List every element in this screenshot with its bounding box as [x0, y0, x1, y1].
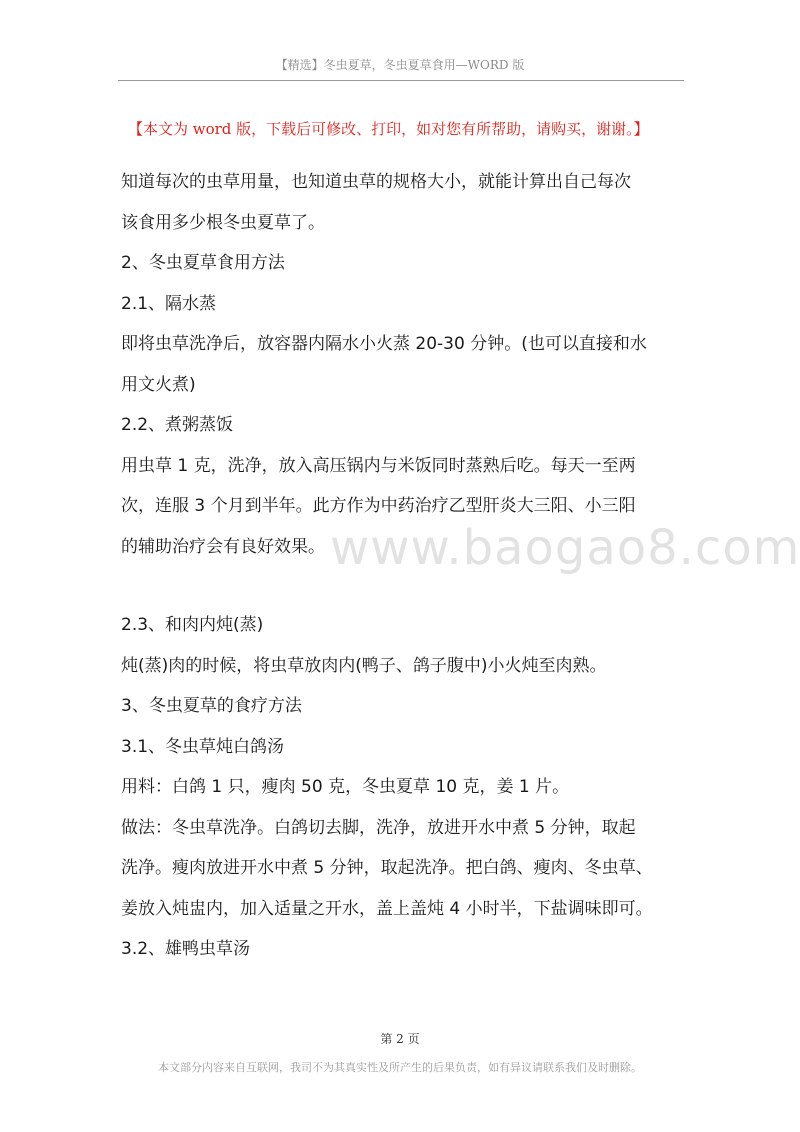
- subsection-heading: 2.2、煮粥蒸饭: [121, 415, 234, 435]
- purchase-notice: 【本文为 word 版，下载后可修改、打印，如对您有所帮助，请购买，谢谢。】: [128, 120, 649, 138]
- subsection-heading: 2.3、和肉内炖(蒸): [121, 615, 264, 635]
- paragraph-line: 即将虫草洗净后，放容器内隔水小火蒸 20-30 分钟。(也可以直接和水: [121, 334, 647, 354]
- section-heading: 2、冬虫夏草食用方法: [121, 253, 285, 273]
- page-footer-disclaimer: 本文部分内容来自互联网，我司不为其真实性及所产生的后果负责，如有异议请联系我们及时删除。: [158, 1061, 642, 1074]
- subsection-heading: 3.2、雄鸭虫草汤: [121, 939, 251, 959]
- subsection-heading: 2.1、隔水蒸: [121, 293, 217, 314]
- blank-line: [121, 567, 691, 605]
- paragraph-line: 做法：冬虫草洗净。白鸽切去脚，洗净，放进开水中煮 5 分钟，取起: [121, 817, 636, 838]
- subsection-heading: 3.1、冬虫草炖白鸽汤: [121, 736, 285, 757]
- paragraph-line: 用文火煮): [121, 374, 196, 395]
- paragraph-line: 次，连服 3 个月到半年。此方作为中药治疗乙型肝炎大三阳、小三阳: [121, 496, 636, 516]
- paragraph-line: 用料：白鸽 1 只，瘦肉 50 克，冬虫夏草 10 克，姜 1 片。: [121, 777, 570, 797]
- paragraph-line: 洗净。瘦肉放进开水中煮 5 分钟，取起洗净。把白鸽、瘦肉、冬虫草、: [121, 858, 653, 878]
- paragraph-line: 知道每次的虫草用量，也知道虫草的规格大小，就能计算出自己每次: [121, 172, 631, 192]
- paragraph-line: 炖(蒸)肉的时候，将虫草放肉内(鸭子、鸽子腹中)小火炖至肉熟。: [121, 655, 607, 676]
- paragraph-line: 姜放入炖盅内，加入适量之开水，盖上盖炖 4 小时半，下盐调味即可。: [121, 898, 653, 919]
- watermark: www.baogao8.com: [330, 520, 800, 576]
- paragraph-line: 该食用多少根冬虫夏草了。: [121, 212, 325, 233]
- page-number: 第 2 页: [380, 1032, 420, 1046]
- paragraph-line: 的辅助治疗会有良好效果。: [121, 536, 325, 557]
- document-body: [121, 162, 691, 970]
- section-heading: 3、冬虫夏草的食疗方法: [121, 696, 302, 716]
- paragraph-line: 用虫草 1 克，洗净，放入高压锅内与米饭同时蒸熟后吃。每天一至两: [121, 455, 636, 476]
- header-divider: [118, 80, 684, 81]
- page-header: 【精选】冬虫夏草，冬虫夏草食用—WORD 版: [275, 58, 525, 72]
